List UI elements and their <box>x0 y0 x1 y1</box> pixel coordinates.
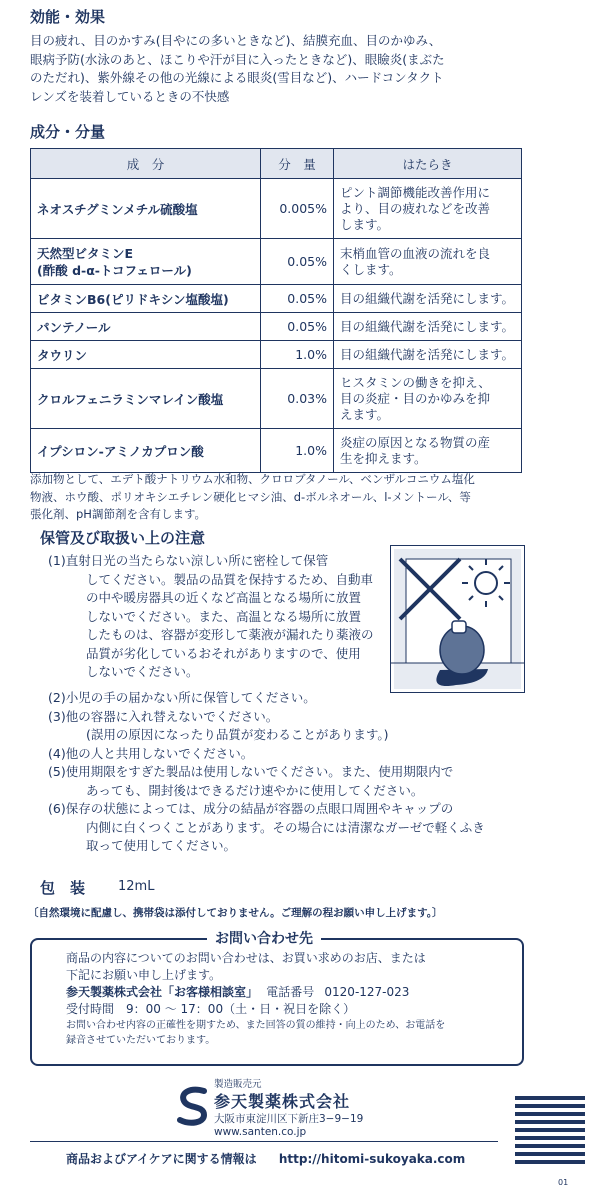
package-volume: 12mL <box>118 879 155 894</box>
storage-item-1: (1)直射日光の当たらない涼しい所に密栓して保管 してください。製品の品質を保持するため、自動車 の中や暖房器具の近くなど高温となる場所に放置 しないでください。また、高温となる場所に放置 したものは、容器が変形して薬液が漏れたり薬液の 品質が劣化しているおそれがありますので、使用 しないでください。 <box>48 553 374 679</box>
package-heading: 包 装 <box>40 879 86 897</box>
ingredient-amount: 0.005% <box>261 179 334 239</box>
ingredient-amount: 0.05% <box>261 285 334 313</box>
efficacy-line: レンズを装着しているときの不快感 <box>30 88 230 104</box>
ingredient-amount: 1.0% <box>261 341 334 369</box>
ingredient-name: タウリン <box>31 341 261 369</box>
table-row <box>31 429 522 473</box>
table-row <box>31 239 522 285</box>
barcode-stripes <box>515 1096 585 1164</box>
phone-number: 0120-127-023 <box>324 985 410 999</box>
storage-item-3: (3)他の容器に入れ替えないでください。 <box>48 708 279 724</box>
ingredient-action: 末梢血管の血液の流れを良 くします。 <box>334 239 522 285</box>
footer-label: 商品およびアイケアに関する情報は <box>66 1152 257 1166</box>
maker-label: 製造販売元 <box>214 1079 262 1090</box>
ingredient-action: ピント調節機能改善作用に より、目の疲れなどを改善 します。 <box>334 179 522 239</box>
storage-item-4: (4)他の人と共用しないでください。 <box>48 745 254 761</box>
table-row <box>31 179 522 239</box>
contact-heading: お問い合わせ先 <box>207 928 321 948</box>
storage-items: (2)小児の手の届かない所に保管してください。 (3)他の容器に入れ替えないでください。 (誤用の原因になったり品質が変わることがあります。) (4)他の人と共用しないでください。 (5)使用期限をすぎた製品は使用しないでください。また、使用期限内で あっても、開封後はできるだけ速やかに使用してください。 (6)保存の状態によっては、成分の結晶が容器の点眼口周囲やキャップの 内側に白くつくことがあります。その場合には清潔なガーゼで軽くふき 取って使用してください。 <box>48 689 593 856</box>
ingredients-heading: 成分・分量 <box>30 123 106 141</box>
contact-note: 録音させていただいております。 <box>66 1035 216 1046</box>
table-header-row <box>31 149 522 179</box>
ingredient-name: 天然型ビタミンE (酢酸 d-α-トコフェロール) <box>31 239 261 285</box>
ingredient-action: 目の組織代謝を活発にします。 <box>334 341 522 369</box>
ingredient-name: クロルフェニラミンマレイン酸塩 <box>31 369 261 429</box>
print-code: 01 <box>558 1178 569 1187</box>
efficacy-heading: 効能・効果 <box>30 8 106 26</box>
storage-item-2: (2)小児の手の届かない所に保管してください。 <box>48 690 316 705</box>
ingredient-amount: 0.03% <box>261 369 334 429</box>
footer-url: http://hitomi-sukoyaka.com <box>278 1152 466 1166</box>
maker-url: www.santen.co.jp <box>214 1126 307 1138</box>
contact-note: お問い合わせ内容の正確性を期すため、また回答の質の維持・向上のため、お電話を <box>66 1020 446 1031</box>
contact-hours: 受付時間 9：00 〜 17：00（土・日・祝日を除く） <box>66 1002 356 1016</box>
contact-company: 参天製薬株式会社「お客様相談室」 <box>66 985 259 999</box>
phone-label: 電話番号 <box>266 985 315 999</box>
maker-name: 参天製薬株式会社 <box>214 1092 351 1111</box>
ingredient-amount: 1.0% <box>261 429 334 473</box>
ingredient-name: ビタミンB6(ピリドキシン塩酸塩) <box>31 285 261 313</box>
santen-logo-icon <box>176 1085 210 1127</box>
table-row <box>31 313 522 341</box>
ingredient-name: ネオスチグミンメチル硫酸塩 <box>31 179 261 239</box>
efficacy-line: のただれ)、紫外線その他の光線による眼炎(雪目など)、ハードコンタクト <box>30 70 444 85</box>
ingredient-action: 目の組織代謝を活発にします。 <box>334 285 522 313</box>
ingredient-action: ヒスタミンの働きを抑え、 目の炎症・目のかゆみを抑 えます。 <box>334 369 522 429</box>
footer-divider <box>30 1141 498 1142</box>
efficacy-line: 眼病予防(水泳のあと、ほこりや汗が目に入ったときなど)、眼瞼炎(まぶた <box>30 51 445 67</box>
table-row <box>31 285 522 313</box>
storage-heading: 保管及び取扱い上の注意 <box>40 529 206 547</box>
contact-text: 商品の内容についてのお問い合わせは、お買い求めのお店、または 下記にお願い申し上げます。 参天製薬株式会社「お客様相談室」 電話番号 0120-127-023 受付時間 9：00 〜 17：00（土・日・祝日を除く） お問い合わせ内容の正確性を期すため、また回答の質の維持・向上のため、お電話を 録音させていただいております。 <box>66 950 506 1048</box>
heat-warning-illustration <box>390 545 525 693</box>
ingredient-amount: 0.05% <box>261 313 334 341</box>
storage-item-6: (6)保存の状態によっては、成分の結晶が容器の点眼口周囲やキャップの <box>48 801 454 816</box>
ingredient-name: パンテノール <box>31 313 261 341</box>
ingredient-amount: 0.05% <box>261 239 334 285</box>
efficacy-text <box>30 32 575 106</box>
storage-item-5: (5)使用期限をすぎた製品は使用しないでください。また、使用期限内で <box>48 764 454 779</box>
ingredients-table <box>30 148 522 473</box>
header-name: 成 分 <box>31 149 261 179</box>
additives-note: 添加物として、エデト酸ナトリウム水和物、クロロブタノール、ベンザルコニウム塩化 物液、ホウ酸、ポリオキシエチレン硬化ヒマシ油、d-ボルネオール、l-メントール、等 張化剤、pH調節剤を含有します。 <box>30 472 475 521</box>
ingredient-name: イプシロン-アミノカプロン酸 <box>31 429 261 473</box>
header-amount: 分 量 <box>261 149 334 179</box>
footer-info <box>66 1150 465 1167</box>
efficacy-line: 目の疲れ、目のかすみ(目やにの多いときなど)、結膜充血、目のかゆみ、 <box>30 33 442 48</box>
table-row <box>31 341 522 369</box>
ingredient-action: 炎症の原因となる物質の産 生を抑えます。 <box>334 429 522 473</box>
maker-address: 大阪市東淀川区下新庄3−9−19 <box>214 1113 364 1125</box>
package-note: 〔自然環境に配慮し、携帯袋は添付しておりません。ご理解の程お願い申し上げます。〕 <box>28 907 443 919</box>
header-action: はたらき <box>334 149 522 179</box>
ingredient-action: 目の組織代謝を活発にします。 <box>334 313 522 341</box>
table-row <box>31 369 522 429</box>
